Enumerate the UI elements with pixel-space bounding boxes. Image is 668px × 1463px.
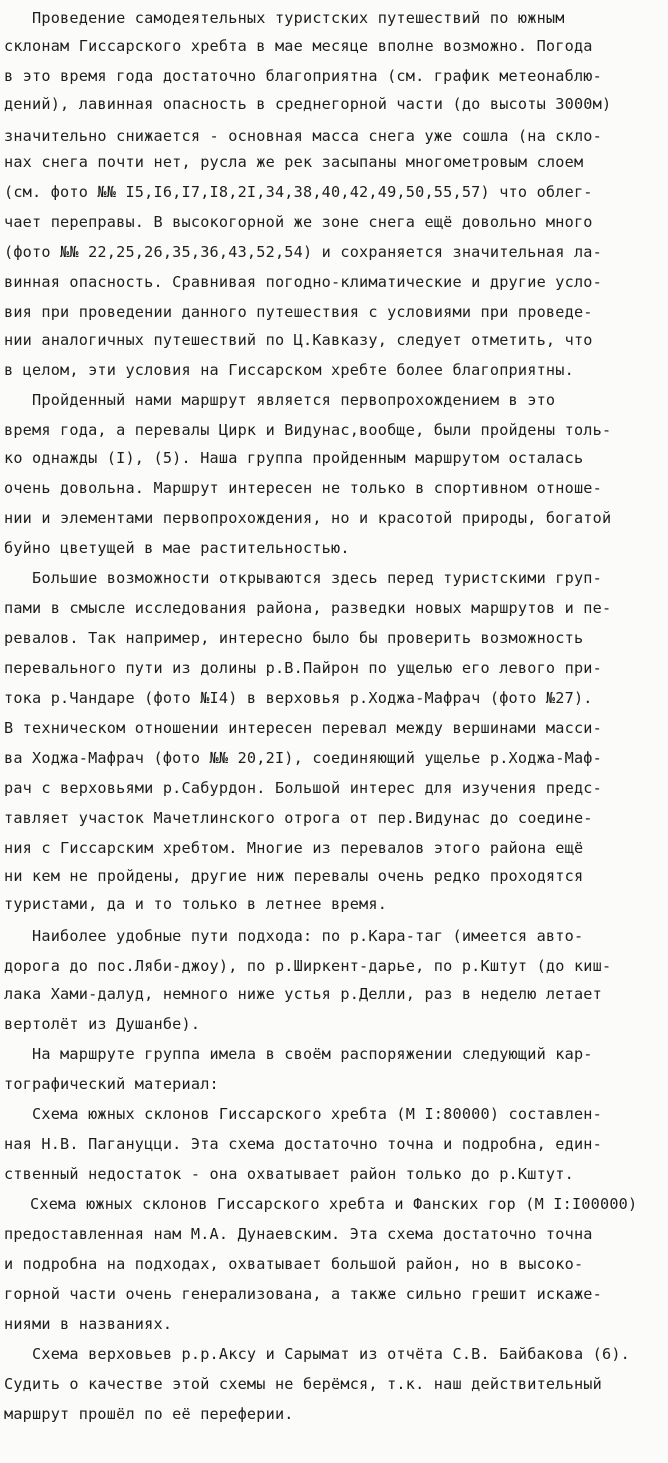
text-line: предоставленная нам М.А. Дунаевским. Эта схема достаточно точна bbox=[4, 1225, 593, 1243]
text-line: вия при проведении данного путешествия с условиями при проведе- bbox=[4, 303, 593, 321]
text-line: и подробна на подходах, охватывает большой район, но в высоко- bbox=[4, 1255, 584, 1273]
text-line: ревалов. Так например, интересно было бы проверить возможность bbox=[4, 629, 584, 647]
text-line: ниями в названиях. bbox=[4, 1315, 173, 1333]
text-line: (фото №№ 22,25,26,35,36,43,52,54) и сохраняется значительная ла- bbox=[4, 243, 602, 261]
text-line: ственный недостаток - она охватывает район только до р.Кштут. bbox=[4, 1165, 574, 1183]
text-line: нии и элементами первопрохождения, но и красотой природы, богатой bbox=[4, 509, 612, 527]
text-line: чает переправы. В высокогорной же зоне снега ещё довольно много bbox=[4, 213, 593, 231]
text-line: Судить о качестве этой схемы не берёмся, т.к. наш действительный bbox=[4, 1375, 602, 1393]
text-line: перевального пути из долины р.В.Пайрон по ущелью его левого при- bbox=[4, 659, 602, 677]
text-line: время года, а перевалы Цирк и Видунас,вообще, были пройдены толь- bbox=[4, 421, 612, 439]
text-line: рач с верховьями р.Сабурдон. Большой интерес для изучения предс- bbox=[4, 779, 602, 797]
text-line: дений), лавинная опасность в среднегорной части (до высоты 3000м) bbox=[4, 95, 612, 113]
text-line: в целом, эти условия на Гиссарском хребте более благоприятны. bbox=[4, 361, 574, 379]
text-line: маршрут прошёл по её переферии. bbox=[4, 1405, 294, 1423]
text-line: Схема южных склонов Гиссарского хребта и Фанских гор (М I:I00000) bbox=[2, 1195, 638, 1213]
text-line: буйно цветущей в мае растительностью. bbox=[4, 539, 350, 557]
text-line: ния с Гиссарским хребтом. Многие из перевалов этого района ещё bbox=[4, 839, 584, 857]
text-line: В техническом отношении интересен перевал между вершинами масси- bbox=[4, 719, 602, 737]
text-line: в это время года достаточно благоприятна (см. график метеонаблю- bbox=[4, 67, 602, 85]
text-line: тока р.Чандаре (фото №I4) в верховья р.Ходжа-Мафрач (фото №27). bbox=[4, 689, 593, 707]
text-line: пами в смысле исследования района, разведки новых маршрутов и пе- bbox=[4, 599, 612, 617]
text-line: Проведение самодеятельных туристских путешествий по южным bbox=[4, 9, 565, 27]
text-line: Схема верховьев р.р.Аксу и Сарымат из отчёта С.В. Байбакова (6). bbox=[4, 1345, 631, 1363]
text-line: Пройденный нами маршрут является первопрохождением в это bbox=[4, 391, 556, 409]
text-line: тавляет участок Мачетлинского отрога от пер.Видунас до соедине- bbox=[4, 809, 593, 827]
text-line: Схема южных склонов Гиссарского хребта (М I:80000) составлен- bbox=[4, 1105, 602, 1123]
text-line: Большие возможности открываются здесь перед туристскими груп- bbox=[4, 569, 602, 587]
text-line: На маршруте группа имела в своём распоряжении следующий кар- bbox=[4, 1045, 593, 1063]
text-line: значительно снижается - основная масса снега уже сошла (на скло- bbox=[4, 127, 602, 145]
text-line: вертолёт из Душанбе). bbox=[4, 1015, 201, 1033]
text-line: ная Н.В. Пагануцци. Эта схема достаточно точна и подробна, един- bbox=[4, 1135, 602, 1153]
text-line: нии аналогичных путешествий по Ц.Кавказу, следует отметить, что bbox=[4, 331, 593, 349]
text-line: (см. фото №№ I5,I6,I7,I8,2I,34,38,40,42,49,50,55,57) что облег- bbox=[4, 183, 593, 201]
text-line: тографический материал: bbox=[4, 1075, 219, 1093]
text-line: Наиболее удобные пути подхода: по р.Кара-таг (имеется авто- bbox=[4, 927, 584, 945]
text-line: нах снега почти нет, русла же рек засыпаны многометровым слоем bbox=[4, 153, 584, 171]
text-line: очень довольна. Маршрут интересен не только в спортивном отноше- bbox=[4, 479, 602, 497]
text-line: туристами, да и то только в летнее время. bbox=[4, 895, 388, 913]
text-line: винная опасность. Сравнивая погодно-климатические и другие усло- bbox=[4, 273, 602, 291]
text-line: горной части очень генерализована, а также сильно грешит искаже- bbox=[4, 1285, 602, 1303]
text-line: ни кем не пройдены, другие ниж перевалы очень редко проходятся bbox=[4, 867, 584, 885]
text-line: ко однажды (I), (5). Наша группа пройденным маршрутом осталась bbox=[4, 449, 584, 467]
text-line: дорога до пос.Ляби-джоу), по р.Ширкент-дарье, по р.Кштут (до киш- bbox=[4, 957, 612, 975]
text-line: лака Хами-далуд, немного ниже устья р.Делли, раз в неделю летает bbox=[4, 985, 602, 1003]
text-line: ва Ходжа-Мафрач (фото №№ 20,2I), соединяющий ущелье р.Ходжа-Маф- bbox=[4, 749, 602, 767]
text-line: склонам Гиссарского хребта в мае месяце вполне возможно. Погода bbox=[4, 37, 593, 55]
